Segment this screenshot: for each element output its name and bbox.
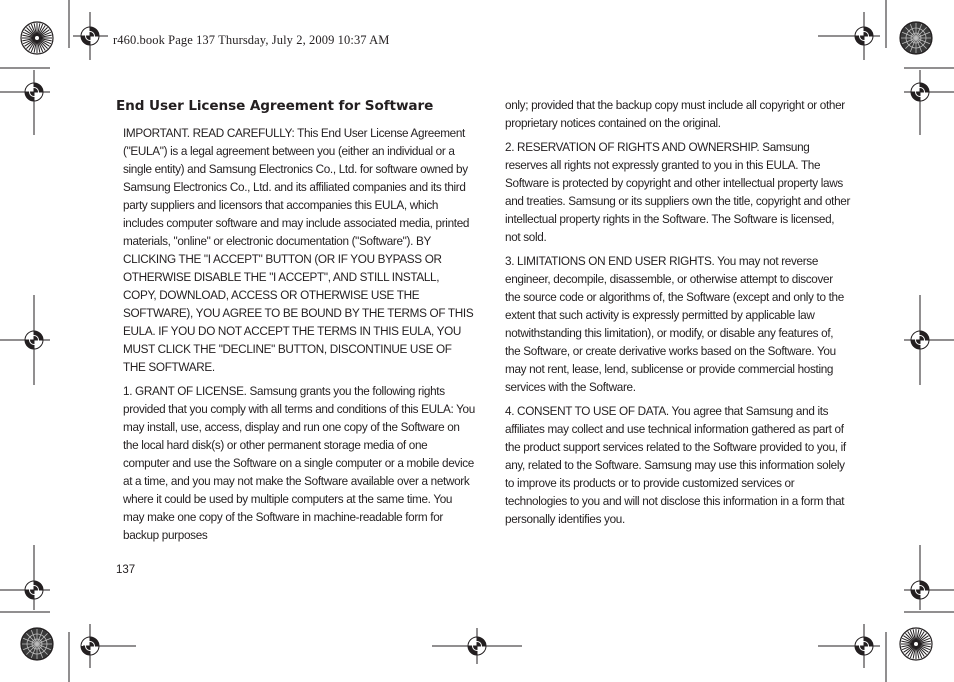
crosshair-registration-icon: [911, 83, 929, 101]
crosshair-registration-icon: [81, 637, 99, 655]
reservation-of-rights-paragraph: 2. RESERVATION OF RIGHTS AND OWNERSHIP. Samsung reserves all rights not expressly granted to you in this EULA. The Software is protected by copyright and other intellectual property laws and treaties. Samsung or its suppliers own the title, copyright and other intellectual property rights in the Software. The Software is licensed, not sold.: [505, 140, 851, 244]
starburst-target-icon: [21, 628, 53, 660]
crosshair-registration-icon: [25, 83, 43, 101]
section-heading: End User License Agreement for Software: [116, 98, 434, 114]
limitations-paragraph: 3. LIMITATIONS ON END USER RIGHTS. You may not reverse engineer, decompile, disassemble, or otherwise attempt to discover the source code or algorithms of, the Software (except and only to the extent that such activity is expressly permitted by applicable law notwithstanding this limitation), or modify, or disable any features of, the Software, or create derivative works based on the Software. You may not rent, lease, lend, sublicense or provide commercial hosting services with the Software.: [505, 254, 844, 394]
starburst-target-icon: [900, 628, 932, 660]
starburst-target-icon: [900, 22, 932, 54]
right-column: [505, 96, 850, 534]
backup-copy-paragraph: only; provided that the backup copy must include all copyright or other proprietary notices contained on the original.: [505, 98, 845, 130]
crosshair-registration-icon: [911, 581, 929, 599]
crosshair-registration-icon: [81, 27, 99, 45]
eula-intro-paragraph: IMPORTANT. READ CAREFULLY: This End User License Agreement ("EULA") is a legal agreement between you (either an individual or a single entity) and Samsung Electronics Co., Ltd. for software owned by Samsung Electronics Co., Ltd. and its affiliated companies and its third party suppliers and licensors that accompanies this EULA, which includes computer software and may include associated media, printed materials, "online" or electronic documentation ("Software"). BY CLICKING THE "I ACCEPT" BUTTON (OR IF YOU BYPASS OR OTHERWISE DISABLE THE "I ACCEPT", AND STILL INSTALL, COPY, DOWNLOAD, ACCESS OR OTHERWISE USE THE SOFTWARE), YOU AGREE TO BE BOUND BY THE TERMS OF THIS EULA. IF YOU DO NOT ACCEPT THE TERMS IN THIS EULA, YOU MUST CLICK THE "DECLINE" BUTTON, DISCONTINUE USE OF THE SOFTWARE.: [123, 126, 474, 374]
crosshair-registration-icon: [911, 331, 929, 349]
crosshair-registration-icon: [468, 637, 486, 655]
crosshair-registration-icon: [25, 331, 43, 349]
starburst-target-icon: [21, 22, 53, 54]
left-column: [116, 96, 475, 550]
grant-of-license-paragraph: 1. GRANT OF LICENSE. Samsung grants you the following rights provided that you comply with all terms and conditions of this EULA: You may install, use, access, display and run one copy of the Software on the local hard disk(s) or other permanent storage media of one computer and use the Software on a single computer or a mobile device at a time, and you may not make the Software available over a network where it could be used by multiple computers at the same time. You may make one copy of the Software in machine-readable form for backup purposes: [123, 384, 475, 542]
consent-to-data-paragraph: 4. CONSENT TO USE OF DATA. You agree that Samsung and its affiliates may collect and use technical information gathered as part of the product support services related to the Software provided to you, if any, related to the Software. Samsung may use this information solely to improve its products or to provide customized services or technologies to you and will not disclose this information in a form that personally identifies you.: [505, 404, 846, 526]
page-number: 137: [116, 564, 136, 576]
crosshair-registration-icon: [855, 27, 873, 45]
crosshair-registration-icon: [25, 581, 43, 599]
running-head: r460.book Page 137 Thursday, July 2, 2009 10:37 AM: [113, 33, 390, 47]
crosshair-registration-icon: [855, 637, 873, 655]
